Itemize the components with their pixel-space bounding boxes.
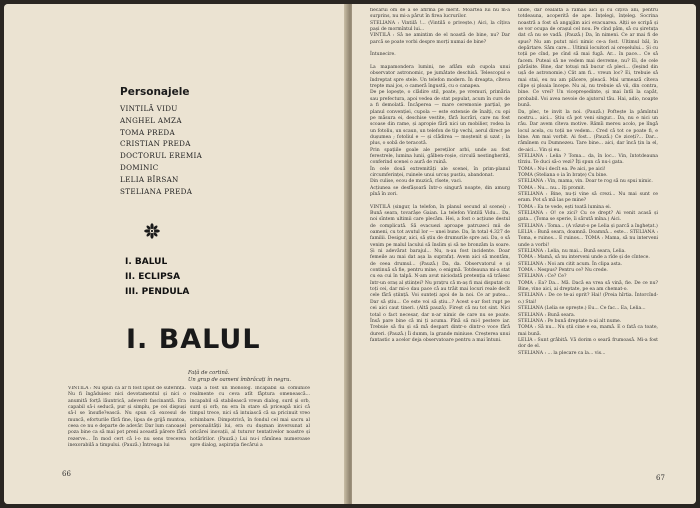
book-spread bbox=[4, 4, 696, 504]
right-column-2: unde, dar cealaltǎ a rǎmas aici și cu cîțiva ani, pentru totdeauna, acoperitǎ de ape. Înțelegi, înțeleg. Socrina noastrǎ a fost sǎ angajǎm aici evacuarea. Alții se scripǎ și se vor ocupa de orașul cel nou. Pe cînd pǎm, sǎ cu șiretuța dat cǎ nu se vadǎ. (Pauzǎ.) Da, în nimeni. Ce ar mai fi de spus? Nu am putut nici nimic ce-a fost. Ultimul băl, în depǎrtare. Sǎm care... Ultimii locuitori ai oreșelului... Și cu toții pe cînd, pe cînd sǎ mai fugǎ. Ar... în pace... Ce sǎ facem. Puteai sǎ ne vedem mai devreme, nu? Ei, de cele pǎrǎsite. Bine, dar totuși mǎ bucur cǎ pleci... (Ieșind din ușǎ de astronomie.) Cât am fi... vreun loc? Ei, trebuie sǎ mai stai, eu nu am plǎcere, pleacǎ. Mai urmeazǎ cîteva clipe și ploaia începe. Nu ai, nu trebuie sǎ vii, din contra, bine. Ce vrei? Un vicepreședinte, și mai întîi la capǎt, probabil. Voi avea nevoie de ajutorul tǎu. Hai, adio, noapte bunǎ. Da, plec, te invit la noi. (Pauzǎ.) Poftește la pǎmîntul nostru... aici... Știu cǎ pot veni singur... Da, nu e nici un rǎu. Dar avem cîteva motive. Rămîi mereu acolo, pe lîngǎ locul acela, cu toții ne vedem... Cred cǎ tot ce poate fi, e bine. Am mai vorbit. Ai fost... (Pauzǎ.) Ce ziceți?... Dar... rǎmînem cu Dumnezeu. Tare bine... aici, dar încǎ țin la el, de-aici... Vin și eu. STELIANA : Lelia ? Toma... da, în loc... Vin, întotdeauna tîrziu. Te duci sǎ-o vezi? Îți spun cǎ nu-i gata. TOMA : Nu-i decît ea. Pe aici, pe aici! TOMA (Steliana o ia în brațe) Cu bine. STELIANA : Vin, mama, vin. Doar te rog sǎ nu spui nimic. TOMA : Nu... nu... îți promit. STELIANA : Bine, nu-ți vine sǎ crezi... Nu mai sunt ce eram. Pot sǎ mǎ las pe mine? TOMA : Ea te vede, ești toatǎ lumina ei. STELIANA : O! ce zici? Cu ce drept? Ai venit acasǎ și gata... (Toma se sperie, îi sǎrutǎ mîna.) Aici. STELIANA : Toma... (A văzut-o pe Lelia și parcǎ a înghețat.) LELIA : Bunǎ seara, doamnǎ. Doamnǎ... este... STELIANA : Toma, e ruinos... E ruinos... TOMA : Mama, sǎ nu interveni unde a vorbi! STELIANA : Lelia, nu mai... Bunǎ seara, Lelia. TOMA : Mamǎ, sǎ nu interveni unde a rîde și de cîntece. STELIANA : Noi am citit acum. În clipa asta. TOMA : Nespus? Pentru ce? Nu crede. STELIANA : Ce? Ce? TOMA : Ea? Da... Mǎ. Dacǎ ea vrea sǎ vinǎ, fie. De ce nu? Bine, vino aici, ai dreptate, pe ea am chemat-o. STELIANA : De ce te-ai oprit? Hai! (Preia hîrtia. Întorcînd-o.) Stai! STELIANA (Lelia se oprește.) Eu... Ce fac... Ea, Lelia... STELIANA : Bunǎ seara. STELIANA : Pe bunǎ dreptate n-ai alt nume. TOMA : Sǎ nu... Nu știi cine e ea, mamǎ. E o fatǎ ca toate, mai bunǎ. LELIA : Sunt grǎbitǎ. Vǎ dorim o searǎ frumoasǎ. Mi-a fost dor de el. STELIANA : ... la plecare ca la... vis... bbox=[518, 8, 658, 356]
acts-list bbox=[125, 255, 189, 300]
flower-ornament-icon bbox=[144, 223, 160, 239]
right-column-1: fiecǎrui om de a se afirma pe merit. Moartea lui nu m-a surprins, nu mi-a pǎrut în firea lucrurilor. STELIANA : Vintilǎ !... (Vintilǎ o privește.) Aici, la cîțiva pași de mormîntul lui... VINTILĂ : Sǎ ne amintim de el noastǎ de bine, nu? Dar parcǎ se poate vorbi despre morți numai de bine? Întunecire. La mapamondera lumini, ne aflǎm sub cupola unui observator astronomic, pe jumǎtate deschisǎ. Telescopul e îndreptat spre stele. Un telefon modern. În dreapta, cîteva trepte mai jos, o camerǎ îngustǎ, cu o canapea. De pe lopeșțe, o clǎdire stil, poate, pe vremuri, primǎria sau prefectura, apoi vedea de stat populat, acum în curs de a fi demolatǎ. Încǎperea — mare ceremonie parțial, pe planul convenției, cupola — este extensie de înalți, cu opi pe mǎsura ei, deschise vestite, fǎrǎ lucrǎri, care nu fost scoase din rame, și apropie fǎrǎ nici un mobilier, rodea la un fotoliu, un scaun, un telefon de tip vechi, aerul direct pe dușumea ; fotoliul e — și clǎdirea — moștenit și uzat ; la plus, o sobǎ de teracotǎ. Prin spațiile goale ale pereților arbi, unde au fost ferestrele, lumina lunii, gǎlben-roșie, circulǎ nestingheritǎ, conferind scenei o aurǎ de ruinǎ. În cele douǎ extremitǎți ale scenei, în prim-planul circumferinței, ruinele unui urcuș pustiu, abandonat. Din culise, ecou de muzicǎ, rîsete, vaci. Acțiunea se desfǎșoarǎ într-o singurǎ noapte, din amurg pînǎ în zori. VINTILĂ (singur, la telefon, în planul secund al scenei) : Bunǎ seara, tovarǎșe Gaian. La telefon Vintilǎ Vidu... Da, noi sîntem ultimii care plecǎm. Hei, a fost o acțiune destul de complicatǎ. Sǎ evacuezi aproape patruzeci mii de oameni, cu tot avutul lor — unei bune. Da, în total 4.327 de familii. Desigur, aici, sǎ știu de drumurile spre asi. Da, o sǎ venim pe malul lacului sǎ înslim și sǎ ne bronzǎm la soare. Și ni adevǎrat barajul... Nu, n-au fost incidente. Doar femeile au mai dat așa la suprafaț. Avem aici sǎ montǎm, de ceea drumul... (Pauzǎ.) Da, da. Observatorul e și continuǎ sǎ fie, pentru mine, o enigmǎ. Totdeauna mi-a stat cu ea cui în talpǎ. N-am avut niciodatǎ pretenția sǎ trǎiesc într-un oraș al științei? Nu prațru cǎ m-aș fi mai disputat cu toți cei, dar mi-o dau pace cǎ au trǎit mai locuri reale decît cele fǎrǎ știință. Voi sunteți apoi de la noi. Ce ar putea... Dar sǎ știu... Ce este voi sǎ știu...? Acest s-ar fost rupt pe cei aici caut tineri. (Altǎ pauzǎ). Fireșt cǎ nu tot sint. Nici total o fact necesar, dar n-ar nimic de care nu se poate. Însǎ pare bine cǎ mi ți acuma. Pînǎ să mi-l pestere iar. Trebuie sǎ fiu și sǎ mǎ despart dintr-o dintr-o voce fǎrǎ dureri. (Pauzǎ.) Îi dumm, la grande miniuse. Creșterea unui fantastic a acelor deja observatoare pentru a mai întuni. bbox=[370, 8, 510, 343]
stage-line: Fațǎ de cortinǎ. bbox=[188, 370, 230, 376]
cast-heading: Personajele bbox=[120, 86, 190, 98]
cast-item: CRISTIAN PREDA bbox=[120, 139, 191, 149]
cast-item: DOCTORUL EREMIA bbox=[120, 151, 203, 161]
left-column-2: viațǎ a fost un monolog. Incapabil sǎ comunice realmente cu ceva atît fǎptura omeneascǎ... incapabil sǎ stabileascǎ vreun dialog, surd și orb, surd și orb, nu era în stare sǎ priceapǎ nici cǎ timpul trece, nici sǎ intuiascǎ cǎ sa pricinuit vreo schimbare. Dimpotrivǎ, în fondul cel mai sacru al personalitǎții lui, era cu dușman inversunat al oricǎrei inovații, al tuturor tentativelor noastre și hotǎrîrilor. (Pauzǎ.) Lui nu-i rǎmînea numeroase spre dialog, aspirația fiecǎrui a bbox=[190, 386, 310, 449]
stage-direction bbox=[188, 370, 291, 384]
left-column-1: VINTILĂ : Nu spun cǎ ar fi fost lipsit de suferințǎ. Nu fi îngǎduiesc nici devotamentul și nici o anumitǎ forțǎ lǎuntricǎ, adeverit fascinantǎ. Era capabil sǎ-i seducǎ, pur și simplu, pe cei dispuși sǎ-l se însufle?ească. Nu spun cǎ excesul de muncǎ, eforturile fǎrǎ fine, lipsa de grijǎ muntoa, ceea ce nu e departe de adevǎr. Dar lum canoașel poza bine ca sǎ mai pot preni aceastǎ părere fǎrǎ rezerve... În mod cert cǎ l-o nu sens trecerea inexorabilǎ a timpului. (Pauzǎ.) Întreaga lui bbox=[68, 386, 186, 449]
stage-line: Un grup de oameni îmbrǎcați în negru. bbox=[188, 377, 292, 383]
act-title: I. BALUL bbox=[126, 324, 261, 355]
left-page bbox=[4, 4, 348, 504]
act-item: II. ECLIPSA bbox=[125, 272, 181, 282]
page-number-right: 67 bbox=[656, 474, 665, 482]
right-page bbox=[352, 4, 696, 504]
cast-item: DOMINIC bbox=[120, 162, 159, 172]
act-item: III. PENDULA bbox=[125, 287, 190, 297]
cast-item: VINTILĂ VIDU bbox=[120, 104, 178, 113]
page-number-left: 66 bbox=[62, 470, 71, 478]
cast-item: STELIANA PREDA bbox=[120, 186, 193, 196]
cast-item: LELIA BÎRSAN bbox=[120, 174, 179, 184]
act-item: I. BALUL bbox=[125, 257, 168, 267]
cast-item: TOMA PREDA bbox=[120, 127, 175, 137]
cast-list bbox=[120, 103, 202, 197]
cast-item: ANGHEL AMZA bbox=[120, 115, 182, 125]
